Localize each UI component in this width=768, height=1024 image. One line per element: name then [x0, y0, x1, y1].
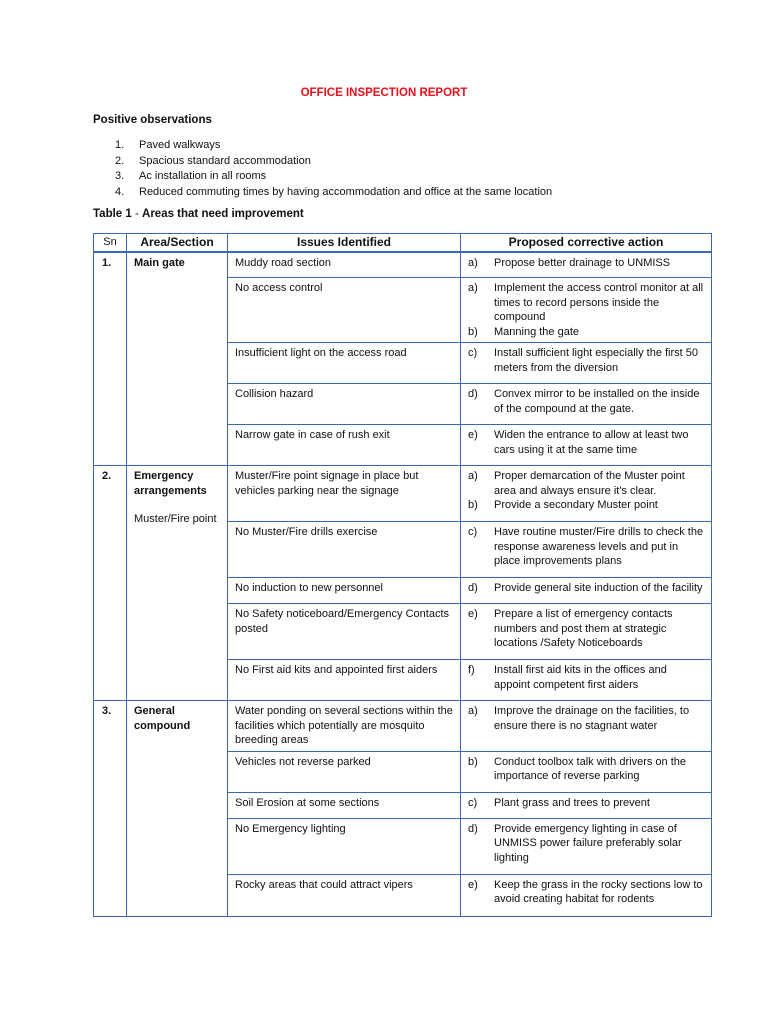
issue-cell: No Emergency lighting [228, 818, 461, 874]
action-text: Provide a secondary Muster point [494, 499, 658, 511]
positive-observation-item [115, 185, 552, 201]
action-letter: d) [468, 388, 478, 400]
issue-cell: Rocky areas that could attract vipers [228, 874, 461, 916]
row-area [127, 252, 228, 466]
issue-cell: Muddy road section [228, 252, 461, 278]
corrective-action [468, 498, 704, 513]
action-letter: e) [468, 608, 478, 620]
action-letter: a) [468, 256, 478, 269]
action-text: Implement the access control monitor at all times to record persons inside the compound [494, 282, 704, 323]
issue-cell: No First aid kits and appointed first aiders [228, 660, 461, 701]
positive-observations-list [115, 138, 552, 200]
action-text: Have routine muster/Fire drills to check the response awareness levels and put in place improvements plans [494, 526, 704, 567]
row-area [127, 701, 228, 917]
positive-observation-item [115, 154, 552, 170]
action-cell [461, 604, 712, 660]
positive-observation-item [115, 169, 552, 185]
table-body [94, 252, 712, 917]
action-cell [461, 384, 712, 425]
table-header-row [94, 234, 712, 252]
row-sn: 1. [94, 252, 127, 466]
action-cell [461, 466, 712, 522]
action-text: Install sufficient light especially the first 50 meters from the diversion [494, 347, 699, 374]
positive-observations-heading: Positive observations [93, 114, 212, 126]
corrective-action [468, 607, 704, 651]
action-letter: c) [468, 796, 478, 809]
issue-cell: Collision hazard [228, 384, 461, 425]
action-text: Install first aid kits in the offices and appoint competent first aiders [494, 664, 667, 691]
row-sn: 3. [94, 701, 127, 917]
action-letter: a) [468, 705, 478, 717]
corrective-action [468, 755, 704, 784]
issue-cell: Narrow gate in case of rush exit [228, 425, 461, 466]
action-letter: e) [468, 429, 478, 441]
action-cell [461, 818, 712, 874]
item-text: Reduced commuting times by having accommodation and office at the same location [139, 185, 553, 198]
action-letter: b) [468, 755, 478, 768]
action-text: Keep the grass in the rocky sections low to avoid creating habitat for rodents [494, 878, 703, 905]
area-name: Main gate [134, 256, 185, 269]
action-cell [461, 792, 712, 818]
positive-observation-item [115, 138, 552, 154]
area-name: Emergency arrangements [134, 470, 207, 497]
corrective-action [468, 878, 704, 907]
corrective-action [468, 704, 704, 733]
action-letter: e) [468, 878, 478, 891]
header-sn: Sn [94, 234, 127, 252]
corrective-action [468, 325, 704, 340]
issue-cell: No access control [228, 278, 461, 343]
action-letter: b) [468, 499, 478, 511]
action-cell [461, 701, 712, 752]
action-text: Provide emergency lighting in case of UNMISS power failure preferably solar lighting [494, 822, 682, 864]
action-text: Prepare a list of emergency contacts numbers and post them at strategic locations /Safety Noticeboards [494, 608, 673, 649]
action-letter: d) [468, 822, 478, 835]
action-letter: c) [468, 347, 478, 359]
item-text: Paved walkways [139, 139, 221, 151]
corrective-action [468, 525, 704, 569]
corrective-action [468, 346, 704, 375]
corrective-action [468, 387, 704, 416]
table-caption-separator: - [131, 208, 143, 220]
item-text: Ac installation in all rooms [139, 170, 267, 182]
header-issues: Issues Identified [228, 234, 461, 252]
action-cell [461, 425, 712, 466]
action-cell [461, 343, 712, 384]
action-letter: c) [468, 526, 478, 538]
action-text: Proper demarcation of the Muster point area and always ensure it's clear. [494, 470, 685, 497]
action-letter: b) [468, 325, 478, 338]
issue-cell: Soil Erosion at some sections [228, 792, 461, 818]
action-text: Conduct toolbox talk with drivers on the importance of reverse parking [494, 755, 686, 782]
header-area: Area/Section [127, 234, 228, 252]
action-letter: a) [468, 470, 478, 482]
action-cell [461, 578, 712, 604]
action-text: Provide general site induction of the facility [494, 582, 703, 594]
item-text: Spacious standard accommodation [139, 154, 311, 167]
action-cell [461, 751, 712, 792]
issue-cell: Muster/Fire point signage in place but vehicles parking near the signage [228, 466, 461, 522]
row-sn: 2. [94, 466, 127, 701]
issue-cell: No Muster/Fire drills exercise [228, 522, 461, 578]
item-number: 1. [115, 139, 125, 151]
corrective-action [468, 822, 704, 866]
action-text: Manning the gate [494, 325, 580, 338]
action-text: Convex mirror to be installed on the inside of the compound at the gate. [494, 388, 700, 415]
action-cell [461, 522, 712, 578]
action-letter: f) [468, 664, 475, 676]
report-title: OFFICE INSPECTION REPORT [300, 87, 468, 99]
corrective-action [468, 581, 704, 596]
action-cell [461, 278, 712, 343]
table-caption [93, 208, 304, 220]
corrective-action [468, 281, 704, 325]
header-action: Proposed corrective action [461, 234, 712, 252]
action-cell [461, 660, 712, 701]
corrective-action [468, 469, 704, 498]
table-caption-prefix: Table 1 [93, 208, 132, 220]
issue-cell: No induction to new personnel [228, 578, 461, 604]
corrective-action [468, 663, 704, 692]
corrective-action [468, 796, 704, 811]
action-cell [461, 252, 712, 278]
issue-cell: Vehicles not reverse parked [228, 751, 461, 792]
table-row [94, 252, 712, 278]
item-number: 4. [115, 185, 125, 198]
action-text: Improve the drainage on the facilities, to ensure there is no stagnant water [494, 705, 690, 732]
issue-cell: Insufficient light on the access road [228, 343, 461, 384]
action-text: Propose better drainage to UNMISS [494, 256, 671, 269]
row-area [127, 466, 228, 701]
table-row [94, 701, 712, 752]
item-number: 2. [115, 154, 125, 167]
item-number: 3. [115, 170, 125, 182]
action-text: Plant grass and trees to prevent [494, 796, 650, 809]
corrective-action [468, 428, 704, 457]
issue-cell: Water ponding on several sections within the facilities which potentially are mosquito breeding areas [228, 701, 461, 752]
action-letter: a) [468, 282, 478, 294]
action-letter: d) [468, 582, 478, 594]
action-cell [461, 874, 712, 916]
area-subsection: Muster/Fire point [134, 513, 217, 525]
table-caption-label: Areas that need improvement [142, 208, 304, 220]
corrective-action [468, 256, 704, 271]
improvement-table [93, 233, 712, 917]
table-row [94, 466, 712, 522]
area-name: General compound [134, 705, 191, 732]
issue-cell: No Safety noticeboard/Emergency Contacts posted [228, 604, 461, 660]
action-text: Widen the entrance to allow at least two cars using it at the same time [494, 429, 689, 456]
